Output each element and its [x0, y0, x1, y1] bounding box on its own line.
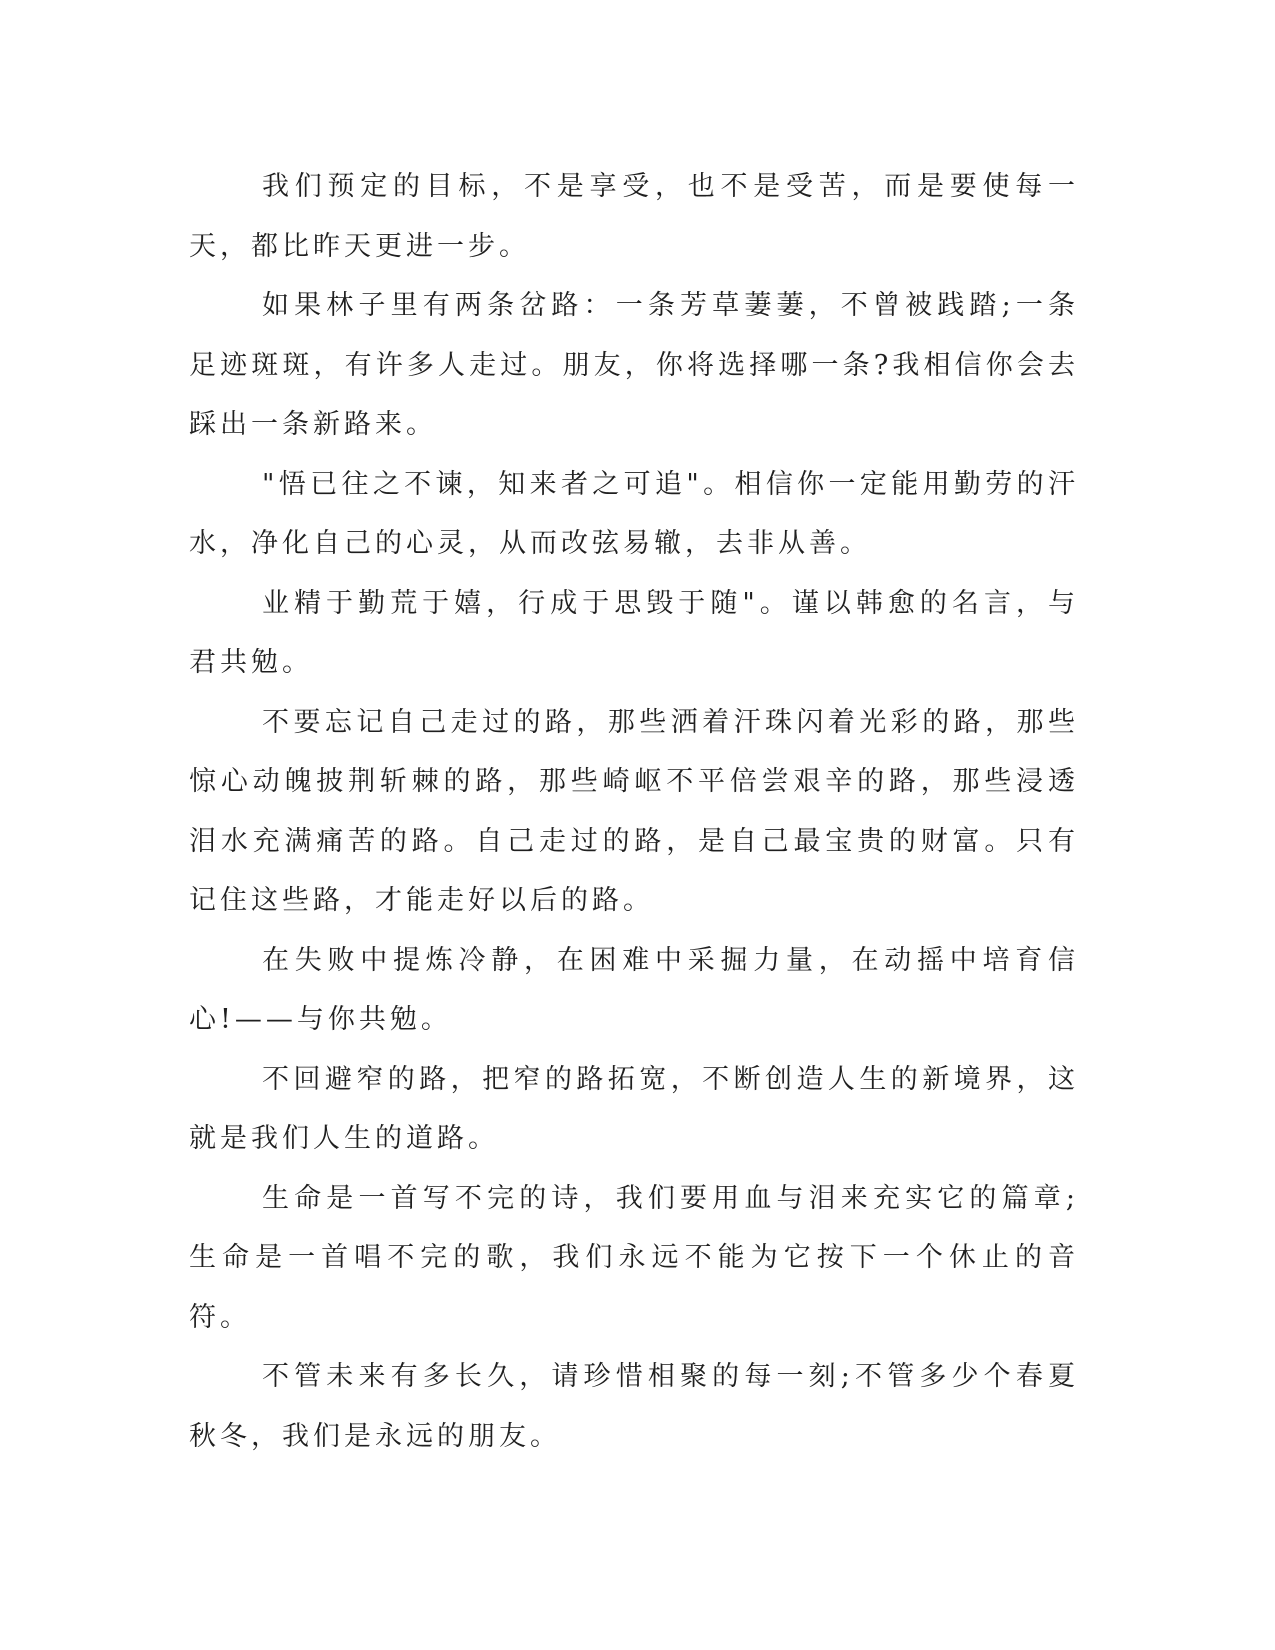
paragraph: 业精于勤荒于嬉，行成于思毁于随"。谨以韩愈的名言，与君共勉。	[189, 587, 1079, 678]
paragraph: 不要忘记自己走过的路，那些洒着汗珠闪着光彩的路，那些惊心动魄披荆斩棘的路，那些崎岖不平倍尝艰辛的路，那些浸透泪水充满痛苦的路。自己走过的路，是自己最宝贵的财富。只有记住这些路，才能走好以后的路。	[189, 706, 1079, 916]
paragraph: 不管未来有多长久，请珍惜相聚的每一刻;不管多少个春夏秋冬，我们是永远的朋友。	[189, 1361, 1079, 1452]
paragraph: 我们预定的目标，不是享受，也不是受苦，而是要使每一天，都比昨天更进一步。	[189, 171, 1079, 262]
paragraph: 在失败中提炼冷静，在困难中采掘力量，在动摇中培育信心!——与你共勉。	[189, 944, 1079, 1035]
paragraph: 不回避窄的路，把窄的路拓宽，不断创造人生的新境界，这就是我们人生的道路。	[189, 1063, 1079, 1154]
paragraph: "悟已往之不谏，知来者之可追"。相信你一定能用勤劳的汗水，净化自己的心灵，从而改弦易辙，去非从善。	[189, 468, 1079, 559]
paragraph: 生命是一首写不完的诗，我们要用血与泪来充实它的篇章;生命是一首唱不完的歌，我们永远不能为它按下一个休止的音符。	[189, 1182, 1079, 1333]
document-body	[189, 157, 1079, 1466]
paragraph: 如果林子里有两条岔路：一条芳草萋萋，不曾被践踏;一条足迹斑斑，有许多人走过。朋友，你将选择哪一条?我相信你会去踩出一条新路来。	[189, 290, 1079, 440]
